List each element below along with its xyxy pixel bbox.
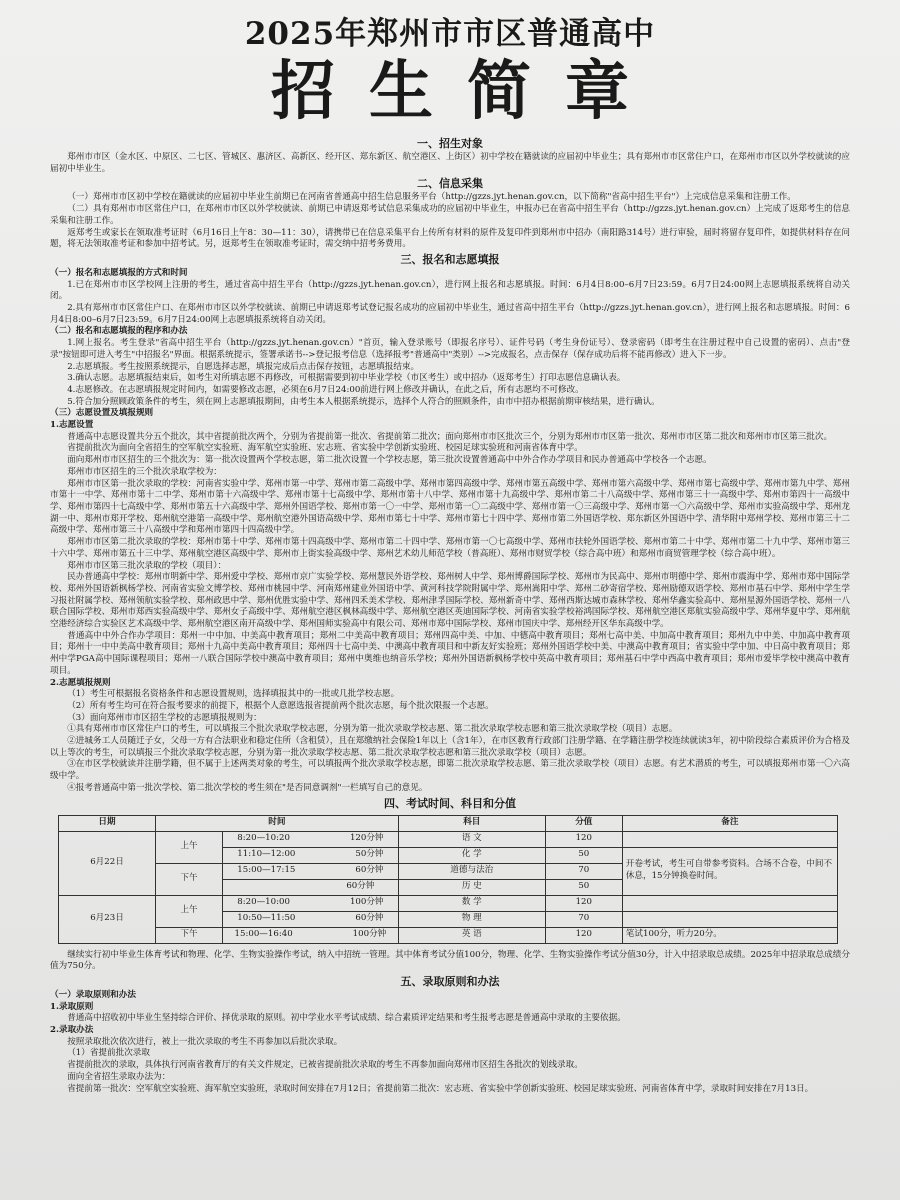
section-5-heading: 五、录取原则和办法 [400,974,500,988]
subheading: （二）报名和志愿填报的程序和办法 [50,326,188,337]
paragraph: 按照录取批次依次进行，被上一批次录取的考生不再参加以后批次录取。 [67,1036,343,1047]
paragraph: 普通高中中外合作办学项目：郑州一中中加、中美高中教育项目；郑州二中美高中教育项目；郑州四高中美、中加、中德高中教育项目；郑州七高中美、中加高中教育项目；郑州九中中美、中加高中教育项目；郑州十一中中美高中教育项目；郑州十九高中美高中教育项目；郑州四十七高中美、中澳高中教育项目和中新友好实验班；郑州外国语学校中美、中澳高中教育项目；省实验中学中加、中日高中教育项目；郑州中学PGA高中国际课程项目；郑州一八联合国际学校中澳高中教育项目；郑州中奥维也纳音乐学校；郑州外国语新枫杨学校中英高中教育项目；郑州基石中学中西高中教育项目；郑州市爱毕学校中澳高中教育项目。 [50,630,850,676]
section-4-heading: 四、考试时间、科目和分值 [384,796,516,810]
period-cell: 下午 [156,927,223,943]
paragraph: 省提前批次为面向全省招生的空军航空实验班、海军航空实验班、宏志班、省实验中学创新实验班、校园足球实验班和河南省体育中学。 [67,443,583,454]
paragraph: 2.具有郑州市市区常住户口、在郑州市市区以外学校就读、前期已申请返郑考试登记报名成功的应届初中毕业生，通过省高中招生平台（http://gzzs.jyt.henan.gov.cn），进行网上报名和志愿填报。时间：6月4日8:00–6月7日23:59。6月7日24:00网上志愿填报系统将自动关闭。 [50,303,850,325]
paragraph: ②进城务工人员随迁子女，父母一方有合法职业和稳定住所（含租赁），且在郑缴纳社会保险1年以上（含1年），在市区教育行政部门注册学籍、在学籍注册学校连续就读3年，初中阶段综合素质评价为合格及以上等次的考生，可以填报三个批次录取学校志愿，分别为第一批次录取学校志愿、第二批次录取学校志愿和第三批次录取学校（项目）志愿。 [50,736,850,758]
paragraph: 民办普通高中学校：郑州市明新中学、郑州爱中学校、郑州市京广实验学校、郑州慧民外语学校、郑州树人中学、郑州博爵国际学校、郑州市为民高中、郑州市明德中学、郑州市震海中学、郑州市郑中国际学校、郑州外国语新枫杨学校、河南省实验文博学校、郑州市桃园中学、河南郑州建业外国语中学、黄河科技学院附属中学、郑州嵩阳中学、郑州二砂寄宿学校、郑州励德双语学校、郑州市基石中学、郑州中学生学习报社附属学校、郑州领航实验学校、郑州政思中学、郑州优胜实验中学、郑州四禾美术学校、郑州津孚国际学校、郑州新奇中学、郑州西斯达城市森林学校、郑州华鑫实验高中、郑州星源外国语学校、郑州一八联合国际学校、郑州市郑西实验高级中学、郑州女子高级中学、郑州航空港区枫林高级中学、郑州航空港区英迪国际学校、河南省实验学校裕鸿国际学校、郑州航空港区郑航实验高级中学、郑州华夏中学、郑州航空港经济综合实验区艺术高级中学、郑州航空港区南开高级中学、郑州国师实验高中有限公司、郑州市郑中国际学校、郑州市国庆中学、郑州经开区华东高级中学。 [50,572,850,630]
header-score: 分值 [545,815,622,831]
paragraph: 继续实行初中毕业生体育考试和物理、化学、生物实验操作考试，纳入中招统一管理。其中体育考试分值100分，物理、化学、生物实验操作考试分值30分，计入中招录取总成绩。2025年中招录取总成绩分值为750分。 [50,949,850,972]
period-cell: 上午 [156,831,223,863]
subheading: （一）报名和志愿填报的方式和时间 [50,267,188,278]
header-subject: 科目 [398,815,545,831]
exam-schedule-table [58,815,838,944]
table-row [59,831,838,847]
paragraph: 郑州市市区第一批次录取的学校：河南省实验中学、郑州市第一中学、郑州市第二高级中学、郑州市第四高级中学、郑州市第五高级中学、郑州市第六高级中学、郑州市第七高级中学、郑州市第九中学、郑州市第十一中学、郑州市第十二中学、郑州市第十六高级中学、郑州市第十七高级中学、郑州市第十八中学、郑州市第十九高级中学、郑州市第二十八高级中学、郑州市第三十一高级中学、郑州市第四十一高级中学、郑州市第四十七高级中学、郑州市第五十六高级中学、郑州外国语学校、郑州市第一〇一中学、郑州市第一〇二高级中学、郑州市第一〇三高级中学、郑州市第一〇六高级中学、郑州市实验高级中学、郑州龙湖一中、郑州市郑开学校、郑州航空港第一高级中学、郑州航空港外国语高级中学、郑州市第七十中学、郑州市第七十四中学、郑州市第二外国语学校、郑东新区外国语中学、清华附中郑州学校、郑州市第三十二高级中学、郑州市第三十八高级中学和郑州市第四十四高级中学。 [50,478,850,536]
score-cell: 70 [545,863,622,879]
paragraph: 5.符合加分照顾政策条件的考生，须在网上志愿填报期间，由考生本人根据系统提示，选择个人符合的照顾条件，由市中招办根据前期审核结果，进行确认。 [67,396,660,407]
score-cell: 120 [545,927,622,943]
time-cell: 8:20—10:20 120分钟 [223,831,399,847]
score-cell: 120 [545,831,622,847]
score-cell: 70 [545,911,622,927]
time-cell: 15:00—17:15 60分钟 [223,863,399,879]
note-cell [622,895,837,911]
paragraph: （1）考生可根据报名资格条件和志愿设置规则，选择填报其中的一批或几批学校志愿。 [67,689,400,700]
period-cell: 上午 [156,895,223,927]
paragraph: 省提前第一批次：空军航空实验班、海军航空实验班，录取时间安排在7月12日；省提前第二批次：宏志班、省实验中学创新实验班、校园足球实验班、河南省体育中学，录取时间安排在7月13日。 [67,1083,814,1094]
header-time: 时间 [156,815,399,831]
title-line-2: 招生简章 [271,54,663,129]
paragraph: 2.志愿填报。考生按照系统提示，自愿选择志愿，填报完成后点击保存按钮，志愿填报结束。 [67,361,420,372]
subheading: （一）录取原则和办法 [50,989,136,1000]
time-cell: 11:10—12:00 50分钟 [223,847,399,863]
section-1-heading: 一、招生对象 [417,137,483,150]
note-cell [622,831,837,847]
table-row [59,927,838,943]
score-cell: 50 [545,879,622,895]
table-header-row [59,815,838,831]
note-cell [622,911,837,927]
subheading: 1.志愿设置 [50,420,94,431]
paragraph: 面向全省招生录取办法为： [67,1071,171,1082]
paragraph: ①具有郑州市市区常住户口的考生，可以填报三个批次录取学校志愿，分别为第一批次录取学校志愿、第二批次录取学校志愿和第三批次录取学校（项目）志愿。 [67,724,678,735]
section-2-heading: 二、信息采集 [417,177,483,191]
paragraph: 3.确认志愿。志愿填报结束后，如考生对所填志愿不再修改，可根据需要到初中毕业学校（市区考生）或中招办（返郑考生）打印志愿信息确认表。 [67,373,626,384]
subject-cell: 数 学 [398,895,545,911]
time-cell: 60分钟 [223,879,399,895]
paragraph: ③在市区学校就读并注册学籍，但不属于上述两类对象的考生，可以填报两个批次录取学校志愿，即第二批次录取学校志愿、第三批次录取学校（项目）志愿。有艺术潜质的考生，可以填报郑州市第一〇六高级中学。 [50,759,850,782]
time-cell: 15:00—16:40 100分钟 [223,927,399,943]
subheading: （三）志愿设置及填报规则 [50,408,154,419]
paragraph: 郑州市市区第三批次录取的学校（项目）： [67,560,227,571]
subject-cell: 历 史 [398,879,545,895]
subject-cell: 道德与法治 [398,863,545,879]
note-cell: 开卷考试，考生可自带参考资料。合场不合卷，中间不休息，15分钟换卷时间。 [622,847,837,895]
subject-cell: 化 学 [398,847,545,863]
date-cell: 6月22日 [59,831,156,895]
time-cell: 8:20—10:00 100分钟 [223,895,399,911]
paragraph: （二）具有郑州市市区常住户口，在郑州市市区以外学校就读、前期已申请返郑考试信息采集成功的应届初中毕业生，申报办已在省高中招生平台（http://gzzs.jyt.henan.gov.cn）上完成了返郑考生的信息采集和注册工作。 [50,204,850,226]
paragraph: 郑州市市区（金水区、中原区、二七区、管城区、惠济区、高新区、经开区、郑东新区、航空港区、上街区）初中学校在籍就读的应届初中毕业生；具有郑州市市区常住户口，在郑州市市区以外学校就读的应届初中毕业生。 [50,152,850,174]
paragraph: 1.网上报名。考生登录"省高中招生平台（http://gzzs.jyt.henan.gov.cn）"首页，输入登录账号（即报名序号）、证件号码（考生身份证号）、登录密码（即考生在注册过程中自己设置的密码）、点击"登录"按钮即可进入考生"中招报名"界面。根据系统提示，签署承诺书-->登记报考信息（选择报考"普通高中"类别）-->完成报名，点击保存（保存成功后将不能再修改）进入下一步。 [50,338,850,360]
paragraph: 郑州市市区第二批次录取的学校：郑州市第十中学、郑州市第十四高级中学、郑州市第二十四中学、郑州市第一〇七高级中学、郑州市扶轮外国语学校、郑州市第二十中学、郑州市第二十九中学、郑州市第三十六中学、郑州市第五十三中学、郑州航空港区高级中学、郑州市上街实验高级中学、郑州艺术幼儿师范学校（普高班）、郑州市财贸学校（综合高中班）和郑州市商贸管理学校（综合高中班）。 [50,537,850,559]
subject-cell: 物 理 [398,911,545,927]
period-cell: 下午 [156,863,223,895]
score-cell: 50 [545,847,622,863]
subject-cell: 语 文 [398,831,545,847]
paragraph: （1）省提前批次录取 [67,1048,150,1059]
header-date: 日期 [59,815,156,831]
paragraph: 省提前批次的录取，具体执行河南省教育厅的有关文件规定，已被省提前批次录取的考生不再参加面向郑州市区招生各批次的划线录取。 [67,1060,583,1071]
paragraph: 面向郑州市市区招生的三个批次为：第一批次设置两个学校志愿，第二批次设置一个学校志愿，第三批次设置普通高中中外合作办学项目和民办普通高中学校各一个志愿。 [67,455,712,466]
section-3-heading: 三、报名和志愿填报 [400,252,500,266]
note-cell: 笔试100分，听力20分。 [622,927,837,943]
subheading: 1.录取原则 [50,1001,94,1012]
header-note: 备注 [622,815,837,831]
paragraph: （2）所有考生均可在符合报考要求的前提下，根据个人意愿选报省提前两个批次志愿，每个批次限报一个志愿。 [67,700,494,711]
time-cell: 10:50—11:50 60分钟 [223,911,399,927]
paragraph: 普通高中招收初中毕业生坚持综合评价、择优录取的原则。初中学业水平考试成绩、综合素质评定结果和考生报考志愿是普通高中录取的主要依据。 [67,1013,626,1024]
paragraph: 普通高中志愿设置共分五个批次，其中省提前批次两个，分别为省提前第一批次、省提前第二批次；面向郑州市市区批次三个，分别为郑州市市区第一批次、郑州市市区第二批次和郑州市市区第三批次。 [67,431,833,442]
paragraph: 1.已在郑州市市区学校网上注册的考生，通过省高中招生平台（http://gzzs.jyt.henan.gov.cn），进行网上报名和志愿填报。时间：6月4日8:00–6月7日23:59。6月7日24:00网上志愿填报系统将自动关闭。 [50,279,850,302]
date-cell: 6月23日 [59,895,156,943]
body-content [50,135,850,1095]
paragraph: 4.志愿修改。在志愿填报规定时间内，如需要修改志愿，必须在6月7日24:00前进行网上修改并确认，在此之后，所有志愿均不可修改。 [67,384,584,395]
table-row [59,895,838,911]
score-cell: 120 [545,895,622,911]
paragraph: ④报考普通高中第一批次学校、第二批次学校的考生须在"是否同意调剂"一栏填写自己的意见。 [67,782,428,793]
paragraph: （3）面向郑州市市区招生学校的志愿填报规则为： [67,712,262,723]
subheading: 2.志愿填报规则 [50,677,111,688]
title-line-1: 2025年郑州市市区普通高中 [244,16,656,52]
subject-cell: 英 语 [398,927,545,943]
paragraph: 郑州市市区招生的三个批次录取学校为： [67,466,222,477]
paragraph: （一）郑州市市区初中学校在籍就读的应届初中毕业生前期已在河南省普通高中招生信息服务平台（http://gzzs.jyt.henan.gov.cn，以下简称"省高中招生平台"）上完成信息采集和注册工作。 [67,192,796,203]
subheading: 2.录取办法 [50,1025,94,1036]
paragraph: 返郑考生或家长在领取准考证时（6月16日上午8：30—11：30），请携带已在信息采集平台上传所有材料的原件及复印件到郑州市中招办（南阳路314号）进行审验，届时将留存复印件，如提供材料存在问题，将无法领取准考证和参加中招考试。另，返郑考生在领取准考证时，需交纳中招考务费用。 [50,227,850,250]
